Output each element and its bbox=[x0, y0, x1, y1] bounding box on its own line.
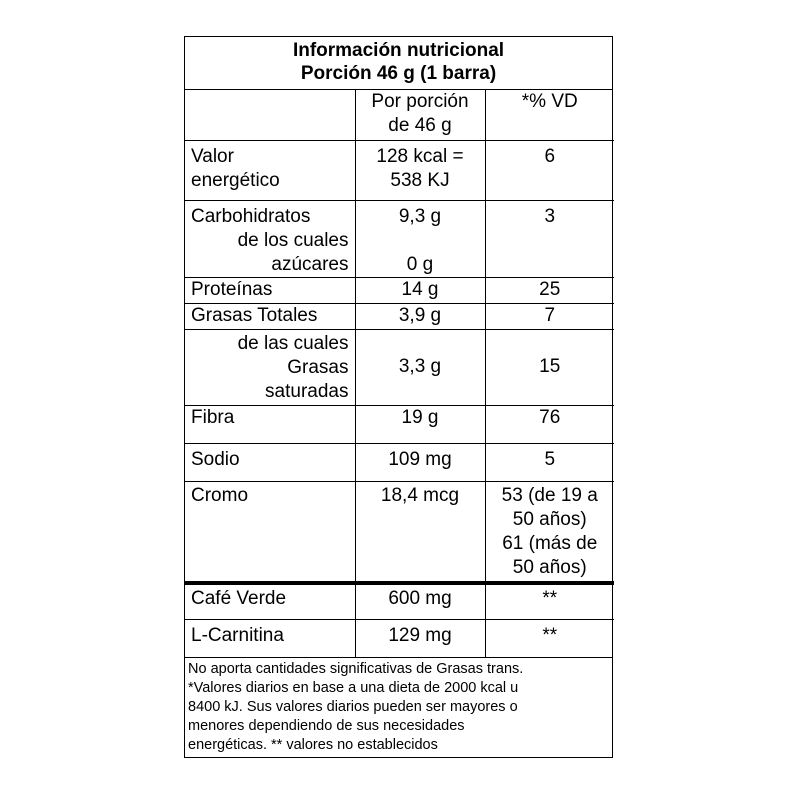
chromium-amount: 18,4 mcg bbox=[355, 481, 485, 583]
row-green-coffee bbox=[185, 583, 614, 619]
row-protein bbox=[185, 277, 614, 303]
sodium-dv: 5 bbox=[485, 443, 614, 481]
carnitine-amount: 129 mg bbox=[355, 619, 485, 657]
carnitine-label: L-Carnitina bbox=[185, 619, 355, 657]
fiber-dv: 76 bbox=[485, 405, 614, 443]
protein-label: Proteínas bbox=[185, 277, 355, 303]
fat-total-label: Grasas Totales bbox=[185, 303, 355, 329]
row-carnitine bbox=[185, 619, 614, 657]
fiber-label: Fibra bbox=[185, 405, 355, 443]
serving-size: Porción 46 g (1 barra) bbox=[300, 63, 497, 84]
nutrition-table bbox=[185, 90, 614, 657]
footnote: No aporta cantidades significativas de Grasas trans. *Valores diarios en base a una dieta de 2000 kcal u 8400 kJ. Sus valores diarios pueden ser mayores o menores dependiendo de sus necesidades energéticas. ** valores no establecidos bbox=[185, 657, 612, 757]
label-title: Información nutricional bbox=[292, 40, 505, 61]
table-header-row bbox=[185, 90, 614, 140]
energy-dv: 6 bbox=[485, 140, 614, 200]
protein-dv: 25 bbox=[485, 277, 614, 303]
fat-saturated-amount: 3,3 g bbox=[355, 329, 485, 405]
per-serving-header: Por porción de 46 g bbox=[355, 90, 485, 140]
row-sodium bbox=[185, 443, 614, 481]
carbs-dv: 3 bbox=[485, 200, 614, 277]
label-header bbox=[185, 37, 612, 90]
sodium-amount: 109 mg bbox=[355, 443, 485, 481]
fiber-amount: 19 g bbox=[355, 405, 485, 443]
chromium-label: Cromo bbox=[185, 481, 355, 583]
energy-label: Valor energético bbox=[185, 140, 355, 200]
carnitine-dv: ** bbox=[485, 619, 614, 657]
sugars-amount: 0 g bbox=[406, 253, 434, 275]
chromium-dv: 53 (de 19 a 50 años) 61 (más de 50 años) bbox=[485, 481, 614, 583]
fat-saturated-label: de las cuales Grasas saturadas bbox=[185, 329, 355, 405]
dv-header: *% VD bbox=[485, 90, 614, 140]
row-fat-total bbox=[185, 303, 614, 329]
energy-amount: 128 kcal = 538 KJ bbox=[355, 140, 485, 200]
row-fat-saturated bbox=[185, 329, 614, 405]
row-chromium bbox=[185, 481, 614, 583]
row-energy bbox=[185, 140, 614, 200]
carbs-amount: 9,3 g 0 g bbox=[355, 200, 485, 277]
nutrition-facts-label bbox=[184, 36, 613, 758]
green-coffee-amount: 600 mg bbox=[355, 583, 485, 619]
green-coffee-dv: ** bbox=[485, 583, 614, 619]
header-blank-cell bbox=[185, 90, 355, 140]
green-coffee-label: Café Verde bbox=[185, 583, 355, 619]
protein-amount: 14 g bbox=[355, 277, 485, 303]
fat-saturated-dv: 15 bbox=[485, 329, 614, 405]
fat-total-dv: 7 bbox=[485, 303, 614, 329]
row-fiber bbox=[185, 405, 614, 443]
carbs-label: Carbohidratos de los cuales azúcares bbox=[185, 200, 355, 277]
row-carbs bbox=[185, 200, 614, 277]
fat-total-amount: 3,9 g bbox=[355, 303, 485, 329]
sodium-label: Sodio bbox=[185, 443, 355, 481]
